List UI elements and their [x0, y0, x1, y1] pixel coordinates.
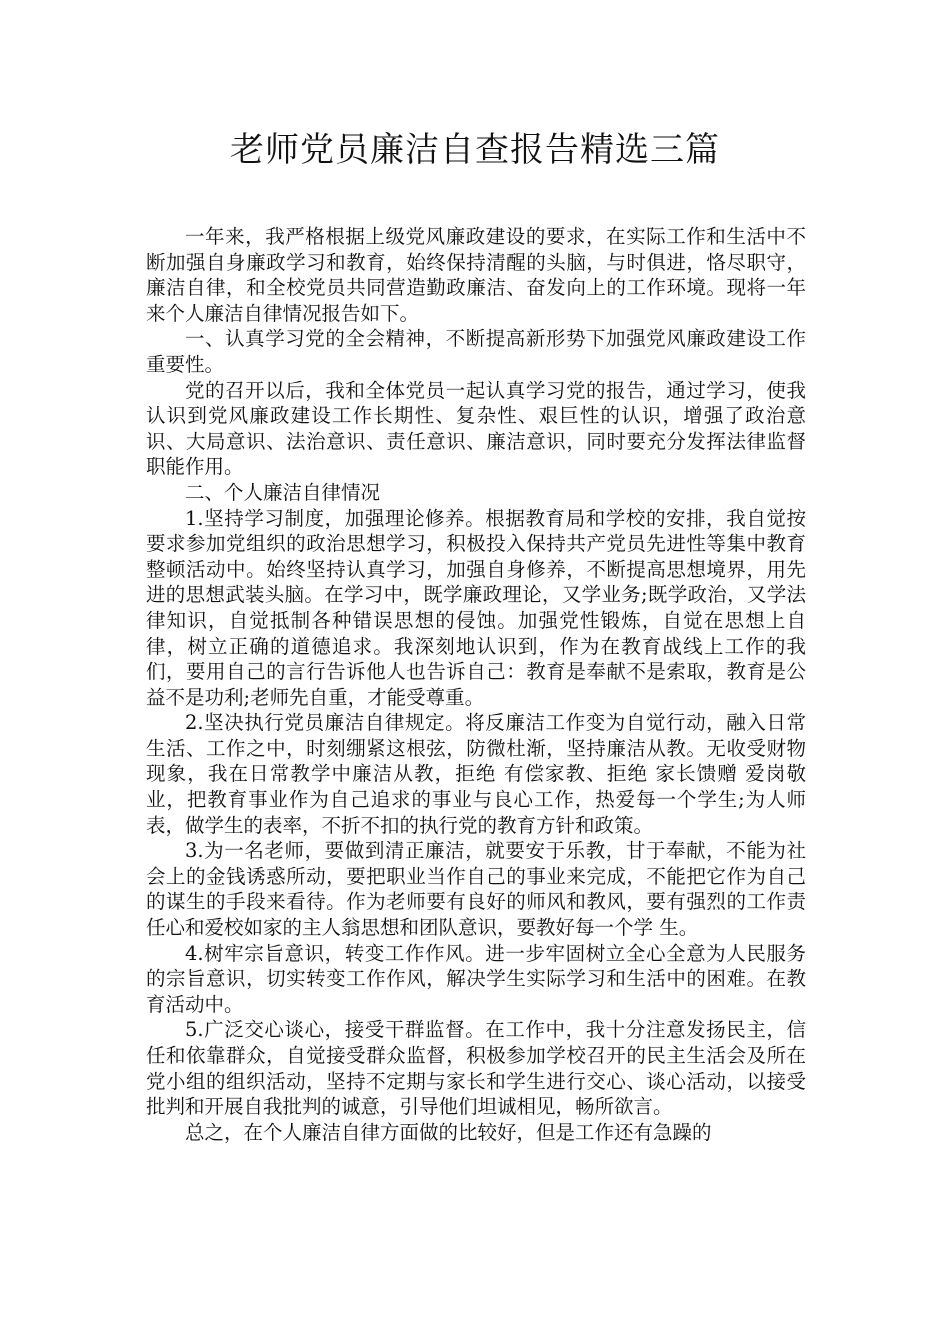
document-body — [146, 224, 806, 1145]
paragraph-intro: 一年来，我严格根据上级党风廉政建设的要求，在实际工作和生活中不断加强自身廉政学习和教育，始终保持清醒的头脑，与时俱进，恪尽职守，廉洁自律，和全校党员共同营造勤政廉洁、奋发向上的工作环境。现将一年来个人廉洁自律情况报告如下。 — [146, 225, 806, 325]
paragraph-item-3: 3.为一名老师，要做到清正廉洁，就要安于乐教，甘于奉献，不能为社会上的金钱诱惑所动，要把职业当作自己的事业来完成，不能把它作为自己的谋生的手段来看待。作为老师要有良好的师风和教风，要有强烈的工作责任心和爱校如家的主人翁思想和团队意识，要教好每一个学 生。 — [146, 839, 806, 940]
paragraph-item-4: 4.树牢宗旨意识，转变工作作风。进一步牢固树立全心全意为人民服务的宗旨意识，切实转变工作作风，解决学生实际学习和生活中的困难。在教育活动中。 — [146, 941, 806, 1016]
document-title: 老师党员廉洁自查报告精选三篇 — [230, 130, 720, 170]
section-heading-1: 一、认真学习党的全会精神，不断提高新形势下加强党风廉政建设工作重要性。 — [146, 327, 806, 376]
paragraph-item-2: 2.坚决执行党员廉洁自律规定。将反廉洁工作变为自觉行动，融入日常生活、工作之中，时刻绷紧这根弦，防微杜渐，坚持廉洁从教。无收受财物现象，我在日常教学中廉洁从教，拒绝 有偿家教、拒绝 家长馈赠 爱岗敬业，把教育事业作为自己追求的事业与良心工作，热爱每一个学生;为人师表，做学生的表率，不折不扣的执行党的教育方针和政策。 — [146, 711, 806, 837]
section-heading-2: 二、个人廉洁自律情况 — [185, 480, 381, 504]
paragraph-item-5: 5.广泛交心谈心，接受干群监督。在工作中，我十分注意发扬民主，信任和依靠群众，自觉接受群众监督，积极参加学校召开的民主生活会及所在党小组的组织活动，坚持不定期与家长和学生进行交心、谈心活动，以接受批判和开展自我批判的诚意，引导他们坦诚相见，畅所欲言。 — [146, 1018, 806, 1119]
paragraph-item-1: 1.坚持学习制度，加强理论修养。根据教育局和学校的安排，我自觉按要求参加党组织的政治思想学习，积极投入保持共产党员先进性等集中教育整顿活动中。始终坚持认真学习，加强自身修养，不断提高思想境界，用先进的思想武装头脑。在学习中，既学廉政理论，又学业务;既学政治，又学法律知识，自觉抵制各种错误思想的侵蚀。加强党性锻炼，自觉在思想上自律，树立正确的道德追求。我深刻地认识到，作为在教育战线上工作的我们，要用自己的言行告诉他人也告诉自己：教育是奉献不是索取，教育是公益不是功利;老师先自重，才能受尊重。 — [146, 506, 806, 709]
paragraph-section-1: 党的召开以后，我和全体党员一起认真学习党的报告，通过学习，使我认识到党风廉政建设工作长期性、复杂性、艰巨性的认识，增强了政治意识、大局意识、法治意识、责任意识、廉洁意识，同时要充分发挥法律监督职能作用。 — [146, 378, 806, 479]
paragraph-summary: 总之，在个人廉洁自律方面做的比较好，但是工作还有急躁的 — [185, 1120, 712, 1144]
